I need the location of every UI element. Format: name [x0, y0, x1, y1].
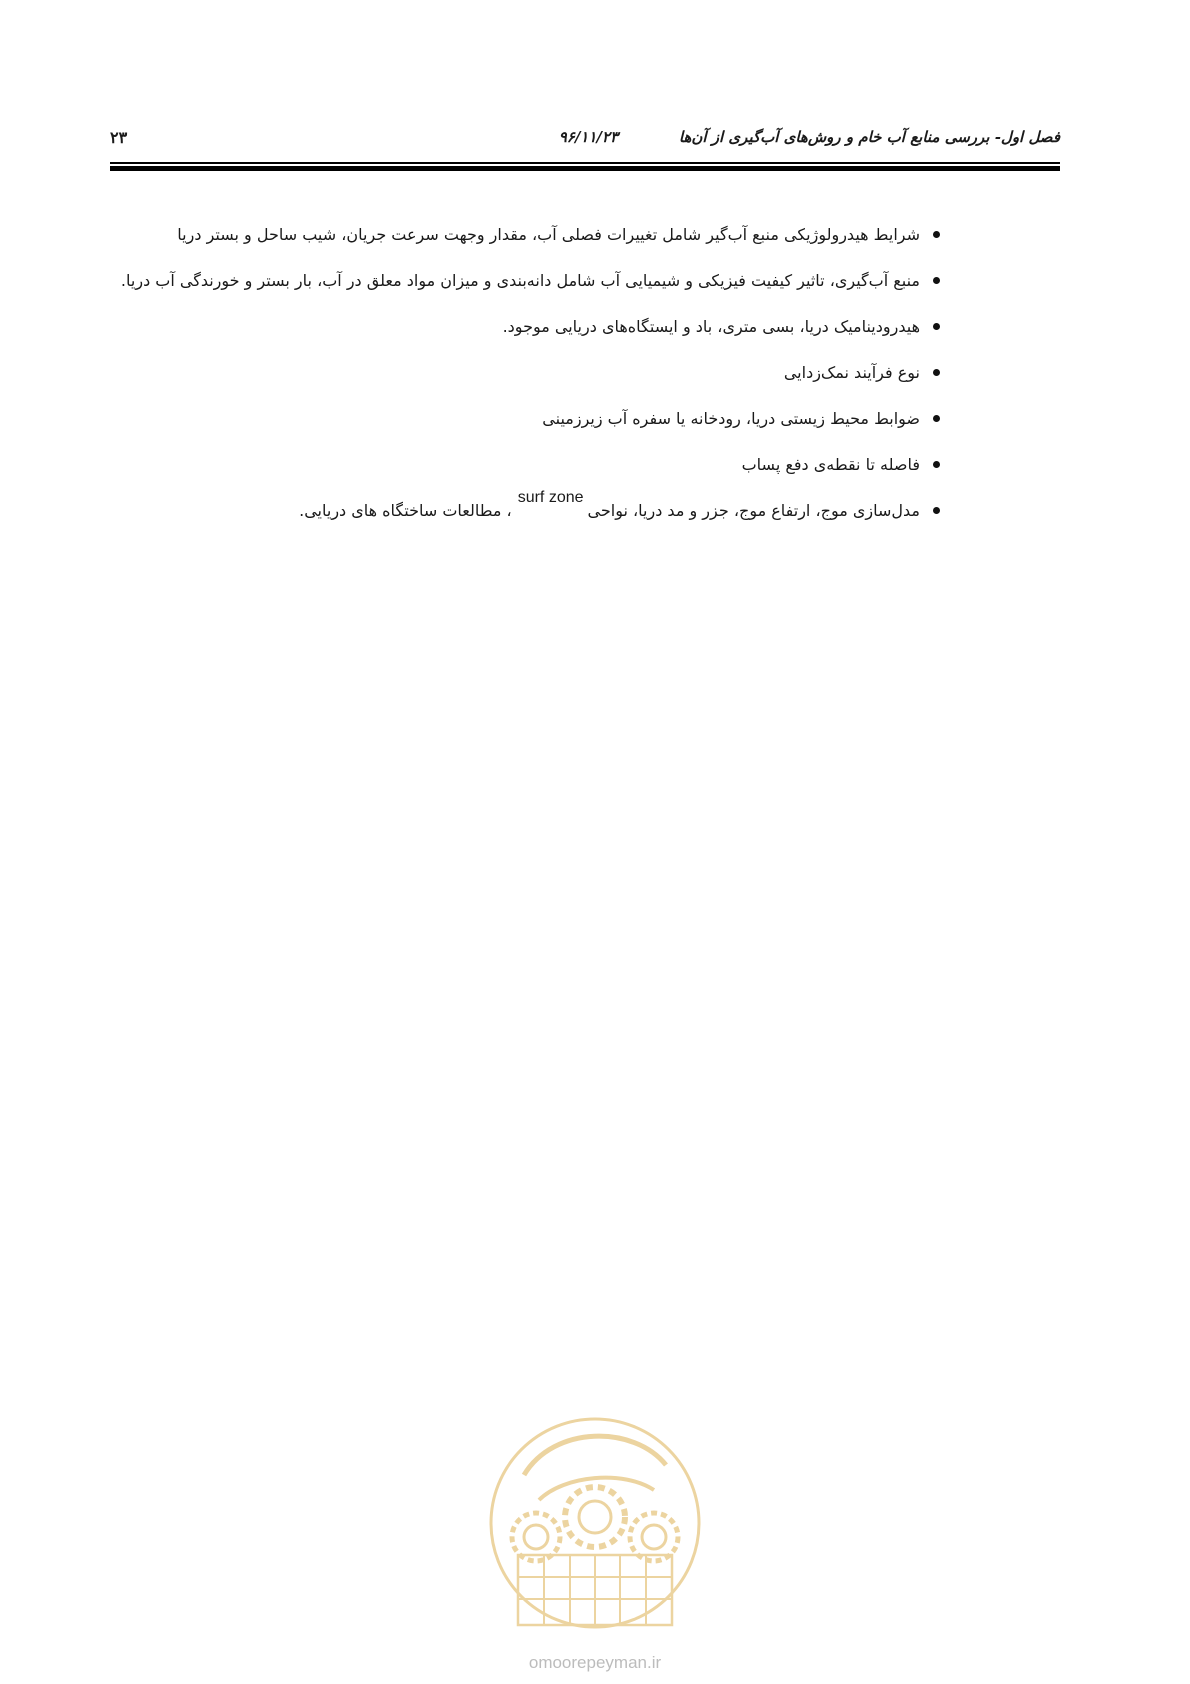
list-item-text: هیدرودینامیک دریا، بسی متری، باد و ایستگاه‌های دریایی موجود.: [502, 317, 920, 336]
header-rule-thick: [110, 166, 1060, 171]
list-item: [115, 442, 940, 488]
bullet-list: [115, 212, 940, 535]
watermark-brand: omoorepeyman.ir: [528, 1653, 662, 1672]
list-item: [115, 212, 940, 258]
list-item-text: مدل‌سازی موج، ارتفاع موج، جزر و مد دریا، نواحی: [587, 501, 920, 520]
page-number: ۲۳: [110, 128, 128, 147]
watermark: [484, 1405, 706, 1675]
page-header: [110, 128, 1060, 154]
header-rule-thin: [110, 162, 1060, 164]
list-item: [115, 304, 940, 350]
list-item-text-end: ، مطالعات ساختگاه های دریایی.: [299, 501, 512, 520]
list-item: [115, 488, 940, 535]
list-item: [115, 396, 940, 442]
document-body: [115, 212, 940, 535]
bullet-icon: [933, 323, 940, 330]
list-item-text: نوع فرآیند نمک‌زدایی: [783, 363, 920, 382]
bullet-icon: [933, 369, 940, 376]
surf-zone-term: surf zone: [517, 489, 584, 506]
header-date: ۹۶/۱۱/۲۳: [558, 128, 618, 146]
list-item-text: ضوابط محیط زیستی دریا، رودخانه یا سفره آب زیرزمینی: [542, 409, 920, 428]
bullet-icon: [933, 461, 940, 468]
bullet-icon: [933, 231, 940, 238]
list-item: [115, 350, 940, 396]
omoorepeyman-logo: [484, 1405, 706, 1645]
bullet-icon: [933, 507, 940, 514]
list-item-text: منبع آب‌گیری، تاثیر کیفیت فیزیکی و شیمیایی آب شامل دانه‌بندی و میزان مواد معلق در آب، بار بستر و خورندگی آب دریا.: [120, 271, 920, 290]
list-item-text: شرایط هیدرولوژیکی منبع آب‌گیر شامل تغییرات فصلی آب، مقدار وجهت سرعت جریان، شیب ساحل و بستر دریا: [177, 225, 920, 244]
bullet-icon: [933, 415, 940, 422]
bullet-icon: [933, 277, 940, 284]
list-item-text: فاصله تا نقطه‌ی دفع پساب: [741, 455, 920, 474]
chapter-title: فصل اول- بررسی منابع آب خام و روش‌های آب‌گیری از آن‌ها: [678, 128, 1060, 146]
list-item: [115, 258, 940, 304]
